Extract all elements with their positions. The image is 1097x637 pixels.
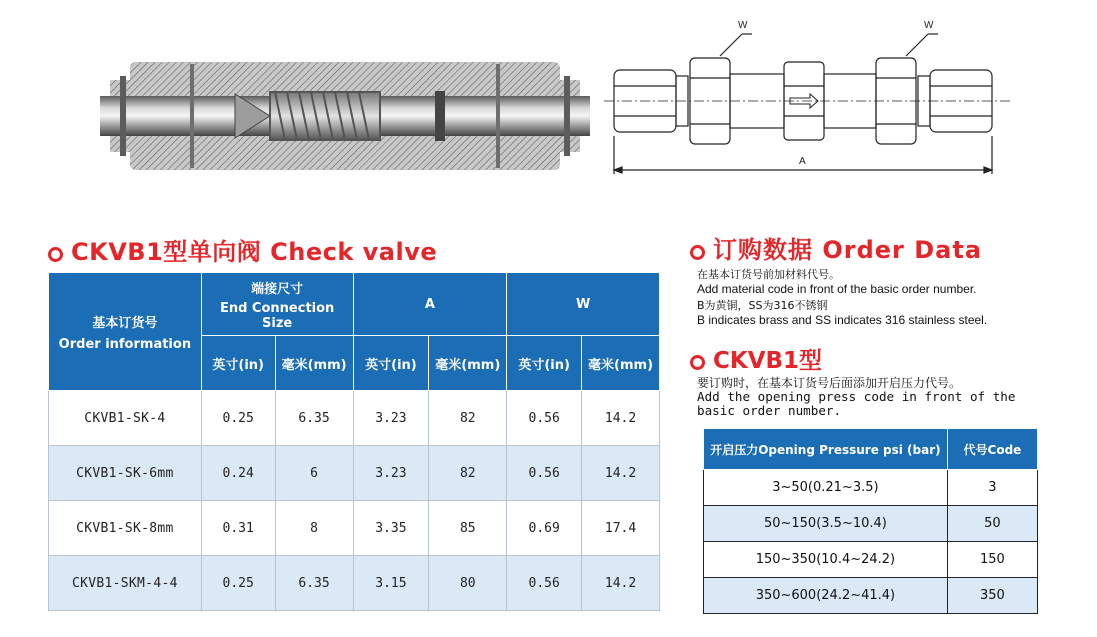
header-code: 代号Code <box>947 429 1037 470</box>
cell-pressure-range: 150~350(10.4~24.2) <box>704 542 948 578</box>
table-row <box>49 556 660 611</box>
order-note-cn-1: 在基本订货号前加材料代号。 <box>697 268 840 281</box>
cell-pressure-code: 50 <box>947 506 1037 542</box>
cell-end-in: 0.31 <box>201 501 275 556</box>
a-label: A <box>799 156 806 167</box>
cell-code: CKVB1-SK-4 <box>49 391 202 446</box>
header-a: A <box>353 273 507 336</box>
valve-dimension-drawing <box>604 12 1010 180</box>
spec-table <box>48 272 660 611</box>
ring-bullet-icon <box>690 355 705 370</box>
cell-end-in: 0.25 <box>201 556 275 611</box>
cell-a-in: 3.23 <box>353 446 429 501</box>
cell-end-mm: 6 <box>275 446 353 501</box>
cell-code: CKVB1-SK-6mm <box>49 446 202 501</box>
cell-w-in: 0.56 <box>507 391 582 446</box>
header-end-in: 英寸(in) <box>201 336 275 391</box>
valve-cross-section-image <box>100 46 590 186</box>
header-w-mm: 毫米(mm) <box>582 336 660 391</box>
order-data-title-text: 订购数据 Order Data <box>713 236 983 264</box>
header-w-in: 英寸(in) <box>507 336 582 391</box>
cell-w-in: 0.56 <box>507 446 582 501</box>
cell-pressure-code: 3 <box>947 470 1037 506</box>
table-row <box>49 446 660 501</box>
header-end-mm: 毫米(mm) <box>275 336 353 391</box>
table-row <box>49 501 660 556</box>
header-end-connection: 端接尺寸 End Connection Size <box>201 273 353 336</box>
cell-a-mm: 80 <box>429 556 507 611</box>
cell-a-in: 3.23 <box>353 391 429 446</box>
pressure-note-cn: 要订购时，在基本订货号后面添加开启压力代号。 <box>697 376 962 390</box>
cell-pressure-range: 350~600(24.2~41.4) <box>704 578 948 614</box>
table-row <box>704 542 1038 578</box>
cell-w-in: 0.56 <box>507 556 582 611</box>
cell-a-in: 3.15 <box>353 556 429 611</box>
ring-bullet-icon <box>48 247 63 262</box>
pressure-note-en-2: basic order number. <box>697 403 842 418</box>
header-a-mm: 毫米(mm) <box>429 336 507 391</box>
table-row <box>49 391 660 446</box>
cell-w-in: 0.69 <box>507 501 582 556</box>
cell-w-mm: 14.2 <box>582 556 660 611</box>
cell-code: CKVB1-SKM-4-4 <box>49 556 202 611</box>
cell-w-mm: 14.2 <box>582 391 660 446</box>
cell-w-mm: 14.2 <box>582 446 660 501</box>
cell-a-mm: 82 <box>429 446 507 501</box>
ring-bullet-icon <box>690 245 705 260</box>
order-note-cn-2: B为黄铜，SS为316不锈钢 <box>697 299 828 312</box>
order-note-en-1: Add material code in front of the basic order number. <box>697 282 977 296</box>
main-title-text: CKVB1型单向阀 Check valve <box>71 238 438 266</box>
cell-a-in: 3.35 <box>353 501 429 556</box>
cell-a-mm: 85 <box>429 501 507 556</box>
cell-w-mm: 17.4 <box>582 501 660 556</box>
main-title <box>48 232 437 267</box>
pressure-table <box>703 428 1038 614</box>
table-row <box>704 506 1038 542</box>
table-row <box>704 470 1038 506</box>
order-note-en-2: B indicates brass and SS indicates 316 stainless steel. <box>697 313 988 327</box>
header-w: W <box>507 273 660 336</box>
header-a-in: 英寸(in) <box>353 336 429 391</box>
header-order-info: 基本订货号 Order information <box>49 273 202 391</box>
cell-end-mm: 6.35 <box>275 556 353 611</box>
cell-pressure-code: 350 <box>947 578 1037 614</box>
ckvb1-subtitle <box>690 342 822 375</box>
cell-end-in: 0.24 <box>201 446 275 501</box>
cell-pressure-range: 50~150(3.5~10.4) <box>704 506 948 542</box>
table-row <box>704 578 1038 614</box>
pressure-note-en-1: Add the opening press code in front of the <box>697 389 1016 404</box>
cell-end-mm: 6.35 <box>275 391 353 446</box>
cell-pressure-code: 150 <box>947 542 1037 578</box>
cell-pressure-range: 3~50(0.21~3.5) <box>704 470 948 506</box>
cell-a-mm: 82 <box>429 391 507 446</box>
cell-code: CKVB1-SK-8mm <box>49 501 202 556</box>
w-label-left: W <box>738 20 748 31</box>
cell-end-mm: 8 <box>275 501 353 556</box>
ckvb1-subtitle-text: CKVB1型 <box>713 348 823 374</box>
w-label-right: W <box>924 20 934 31</box>
header-opening-pressure: 开启压力Opening Pressure psi (bar) <box>704 429 948 470</box>
cell-end-in: 0.25 <box>201 391 275 446</box>
order-data-title <box>690 230 982 265</box>
